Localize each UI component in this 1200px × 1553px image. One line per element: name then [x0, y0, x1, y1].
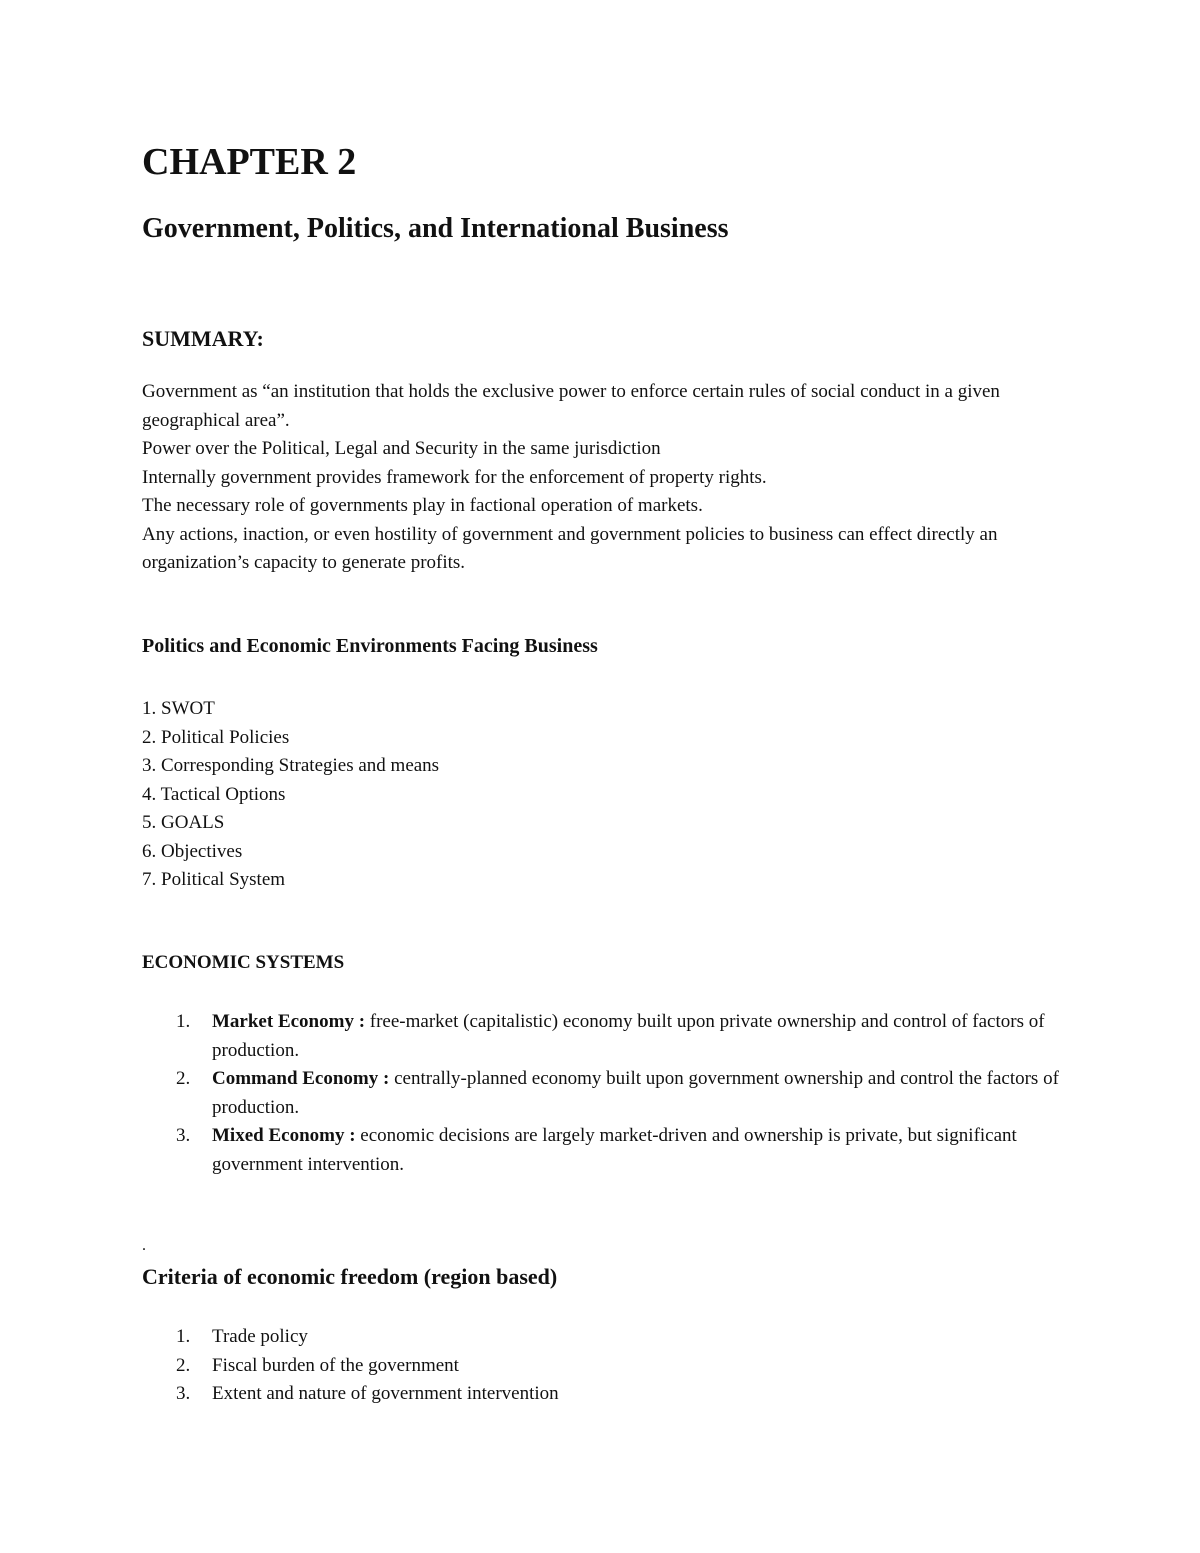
- politics-list-item: 2. Political Policies: [142, 726, 290, 748]
- list-number: 1.: [176, 1326, 191, 1347]
- list-number: 3.: [176, 1383, 191, 1404]
- politics-list-item: 1. SWOT: [142, 698, 215, 719]
- chapter-title: CHAPTER 2: [142, 141, 357, 183]
- criteria-heading: Criteria of economic freedom (region based): [142, 1264, 558, 1289]
- summary-line: Power over the Political, Legal and Security in the same jurisdiction: [142, 438, 661, 459]
- summary-line: Government as “an institution that holds the exclusive power to enforce certain rules of social conduct in a given geographical area”.: [142, 381, 1000, 431]
- economic-system-description: free-market (capitalistic) economy built upon private ownership and control of factors of production.: [212, 1011, 1045, 1061]
- criteria-item: [142, 1380, 1062, 1409]
- economic-system-item: [142, 1122, 1062, 1179]
- economic-system-description: economic decisions are largely market-driven and ownership is private, but significant government intervention.: [212, 1125, 1017, 1175]
- list-number: 2.: [176, 1354, 191, 1376]
- politics-list: [142, 695, 439, 895]
- criteria-item: [142, 1323, 1062, 1352]
- politics-heading: Politics and Economic Environments Facing Business: [142, 635, 598, 657]
- politics-list-item: 7. Political System: [142, 869, 286, 890]
- politics-list-item: 4. Tactical Options: [142, 783, 286, 805]
- summary-heading: SUMMARY:: [142, 326, 264, 351]
- politics-list-item: 6. Objectives: [142, 840, 243, 862]
- list-number: 1.: [176, 1011, 191, 1032]
- politics-list-item: 3. Corresponding Strategies and means: [142, 755, 440, 776]
- stray-period: .: [142, 1237, 146, 1254]
- list-number: 2.: [176, 1068, 191, 1089]
- economic-system-term: Market Economy :: [212, 1011, 366, 1032]
- summary-line: Any actions, inaction, or even hostility of government and government policies to business can effect directly an organization’s capacity to generate profits.: [142, 523, 998, 573]
- list-number: 3.: [176, 1125, 191, 1146]
- summary-line: Internally government provides framework for the enforcement of property rights.: [142, 466, 767, 488]
- criteria-text: Trade policy: [212, 1326, 308, 1347]
- economic-systems-heading: ECONOMIC SYSTEMS: [142, 952, 345, 973]
- criteria-text: Extent and nature of government intervention: [212, 1383, 559, 1404]
- economic-system-item: [142, 1008, 1062, 1065]
- summary-body: [142, 378, 1062, 578]
- economic-system-term: Mixed Economy :: [212, 1125, 356, 1146]
- politics-list-item: 5. GOALS: [142, 812, 225, 833]
- chapter-subtitle: Government, Politics, and International Business: [142, 213, 729, 244]
- economic-system-term: Command Economy :: [212, 1068, 390, 1089]
- criteria-list: [142, 1323, 1062, 1409]
- economic-systems-list: [142, 1008, 1062, 1179]
- economic-system-item: [142, 1065, 1062, 1122]
- economic-system-description: centrally-planned economy built upon government ownership and control the factors of production.: [212, 1068, 1059, 1118]
- summary-line: The necessary role of governments play in factional operation of markets.: [142, 495, 703, 516]
- criteria-item: [142, 1352, 1062, 1381]
- criteria-text: Fiscal burden of the government: [212, 1354, 459, 1376]
